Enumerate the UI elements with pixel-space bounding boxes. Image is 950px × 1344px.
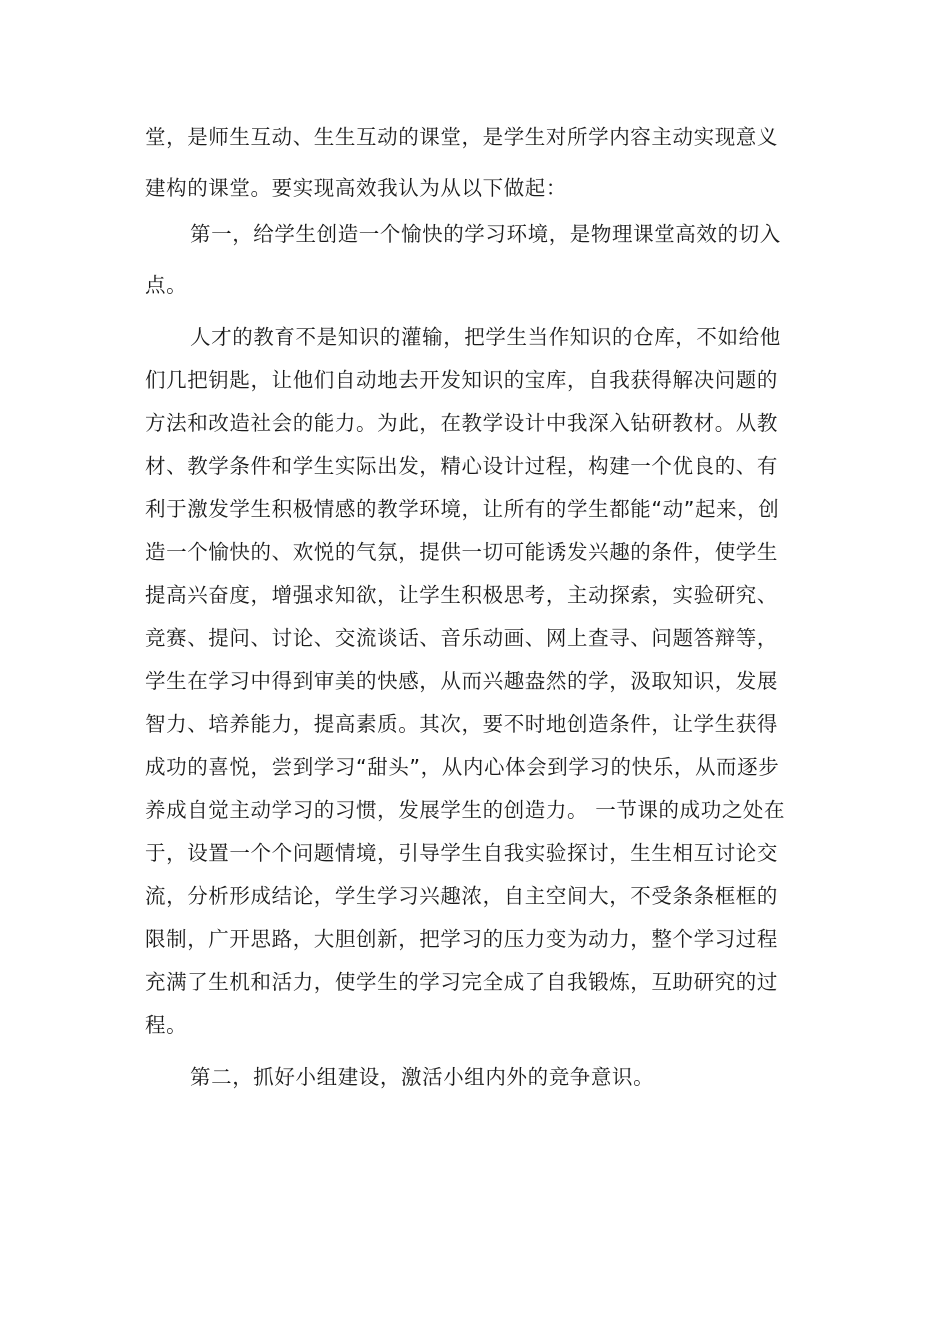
text-line: 养成自觉主动学习的习惯，发展学生的创造力。 一节课的成功之处在 bbox=[145, 798, 786, 822]
text-line: 竞赛、提问、讨论、交流谈话、音乐动画、网上查寻、问题答辩等， bbox=[145, 626, 778, 650]
text-line: 提高兴奋度，增强求知欲，让学生积极思考，主动探索，实验研究、 bbox=[145, 583, 778, 607]
text-line: 流，分析形成结论，学生学习兴趣浓，自主空间大，不受条条框框的 bbox=[145, 884, 778, 908]
text-line: 学生在学习中得到审美的快感，从而兴趣盎然的学，汲取知识，发展 bbox=[145, 669, 778, 693]
text-line: 第一，给学生创造一个愉快的学习环境，是物理课堂高效的切入 bbox=[190, 222, 781, 246]
text-line: 材、教学条件和学生实际出发，精心设计过程，构建一个优良的、有 bbox=[145, 454, 778, 478]
text-line: 成功的喜悦，尝到学习“甜头”，从内心体会到学习的快乐，从而逐步 bbox=[145, 755, 780, 779]
text-line: 点。 bbox=[145, 273, 188, 297]
text-line: 方法和改造社会的能力。为此，在教学设计中我深入钻研教材。从教 bbox=[145, 411, 778, 435]
text-line: 限制，广开思路，大胆创新，把学习的压力变为动力，整个学习过程 bbox=[145, 927, 778, 951]
text-line: 利于激发学生积极情感的教学环境，让所有的学生都能“动”起来，创 bbox=[145, 497, 780, 521]
text-line: 人才的教育不是知识的灌输，把学生当作知识的仓库，不如给他 bbox=[190, 325, 781, 349]
text-line: 建构的课堂。要实现高效我认为从以下做起： bbox=[145, 176, 567, 200]
text-line: 堂，是师生互动、生生互动的课堂，是学生对所学内容主动实现意义 bbox=[145, 125, 778, 149]
text-line: 于，设置一个个问题情境，引导学生自我实验探讨，生生相互讨论交 bbox=[145, 841, 778, 865]
text-line: 智力、培养能力，提高素质。其次，要不时地创造条件，让学生获得 bbox=[145, 712, 778, 736]
text-line: 程。 bbox=[145, 1013, 188, 1037]
text-line: 们几把钥匙，让他们自动地去开发知识的宝库，自我获得解决问题的 bbox=[145, 368, 778, 392]
text-line: 充满了生机和活力，使学生的学习完全成了自我锻炼，互助研究的过 bbox=[145, 970, 778, 994]
text-line: 造一个愉快的、欢悦的气氛，提供一切可能诱发兴趣的条件，使学生 bbox=[145, 540, 778, 564]
text-line: 第二，抓好小组建设，激活小组内外的竞争意识。 bbox=[190, 1065, 655, 1089]
